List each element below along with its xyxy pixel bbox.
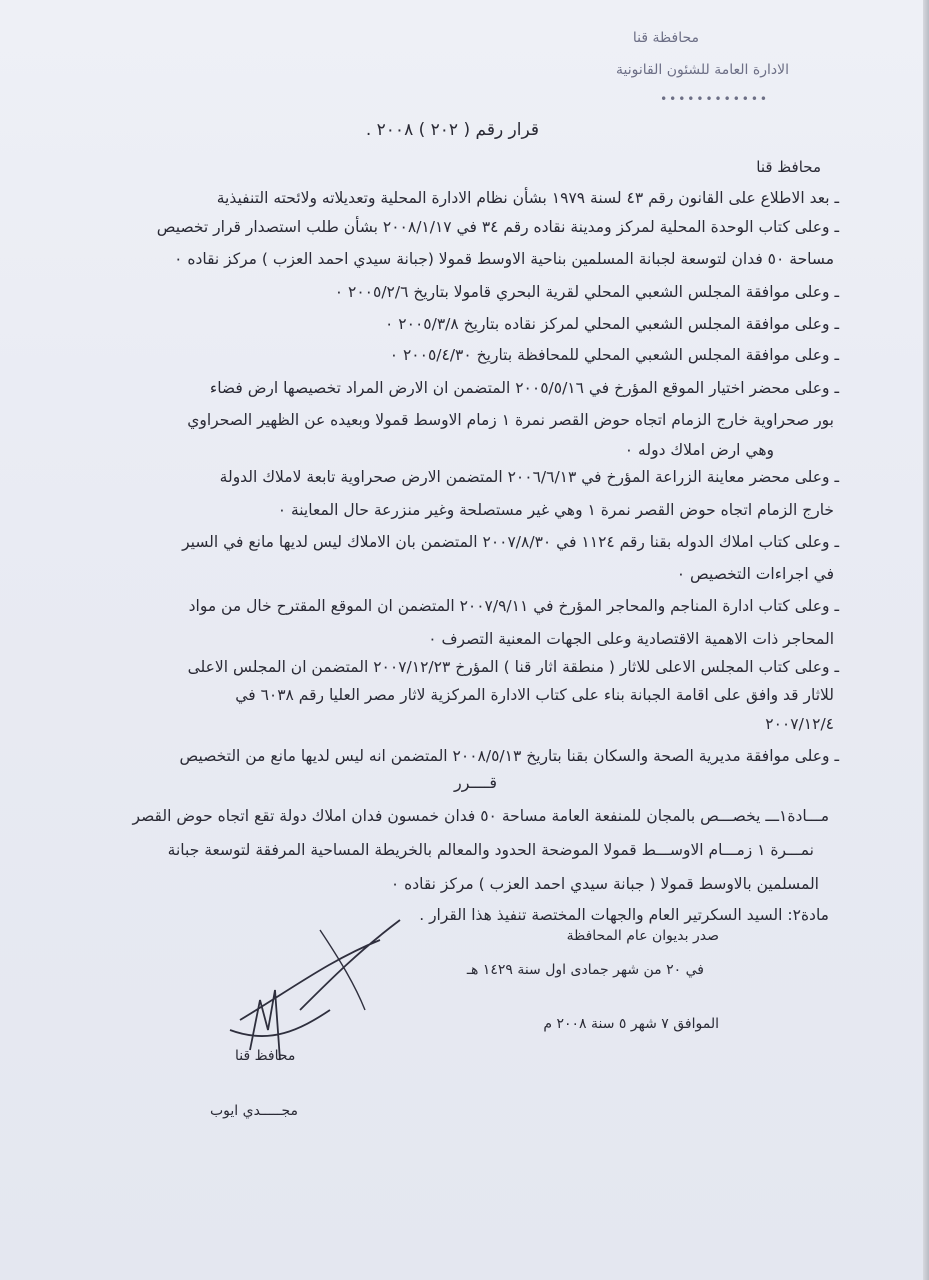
- preamble-line: المحاجر ذات الاهمية الاقتصادية وعلى الجهات المعنية التصرف ٠: [428, 630, 834, 648]
- addressee: محافظ قنا: [756, 158, 821, 176]
- signature-title: محافظ قنا: [235, 1048, 296, 1064]
- preamble-line: ـ وعلى موافقة المجلس الشعبي المحلي للمحافظة بتاريخ ٢٠٠٥/٤/٣٠ ٠: [389, 346, 839, 364]
- preamble-line: للاثار قد وافق على اقامة الجبانة بناء على كتاب الادارة المركزية لاثار مصر العليا رقم ٦٠٣٨ في: [235, 686, 834, 704]
- issued-line-3: الموافق ٧ شهر ٥ سنة ٢٠٠٨ م: [543, 1016, 719, 1032]
- issued-line-2: في ٢٠ من شهر جمادى اول سنة ١٤٢٩ هـ: [466, 962, 704, 978]
- preamble-line: خارج الزمام اتجاه حوض القصر نمرة ١ وهي غير مستصلحة وغير منزرعة حال المعاينة ٠: [277, 501, 834, 519]
- preamble-line: ـ وعلى كتاب المجلس الاعلى للاثار ( منطقة اثار قنا ) المؤرخ ٢٠٠٧/١٢/٢٣ المتضمن ان المجلس الاعلى: [187, 658, 839, 676]
- header-governorate: محافظة قنا: [632, 30, 699, 46]
- decision-title: قرار رقم ( ٢٠٢ ) ٢٠٠٨ .: [365, 120, 539, 140]
- signature-name: مجـــــدي ايوب: [210, 1103, 298, 1119]
- preamble-line: ـ بعد الاطلاع على القانون رقم ٤٣ لسنة ١٩٧٩ بشأن نظام الادارة المحلية وتعديلاته ولائحته التنفيذية: [216, 189, 839, 207]
- preamble-line: وهي ارض املاك دوله ٠: [624, 441, 774, 459]
- preamble-line: ٢٠٠٧/١٢/٤: [765, 715, 834, 733]
- preamble-line: بور صحراوية خارج الزمام اتجاه حوض القصر نمرة ١ زمام الاوسط قمولا وبعيده عن الظهير الصحراوي: [187, 411, 834, 429]
- header-department: الادارة العامة للشئون القانونية: [615, 62, 789, 78]
- preamble-line: مساحة ٥٠ فدان لتوسعة لجبانة المسلمين بناحية الاوسط قمولا (جبانة سيدي احمد العزب ) مركز نقاده ٠: [174, 250, 834, 268]
- article-line: مادة٢: السيد السكرتير العام والجهات المختصة تنفيذ هذا القرار .: [419, 906, 829, 924]
- preamble-line: ـ وعلى موافقة مديرية الصحة والسكان بقنا بتاريخ ٢٠٠٨/٥/١٣ المتضمن انه ليس لديها مانع من التخصيص: [179, 747, 839, 765]
- preamble-line: ـ وعلى كتاب ادارة المناجم والمحاجر المؤرخ في ٢٠٠٧/٩/١١ المتضمن ان الموقع المقترح خال من مواد: [188, 597, 839, 615]
- preamble-line: في اجراءات التخصيص ٠: [676, 565, 834, 583]
- article-line: مـــادة١ـــ يخصـــص بالمجان للمنفعة العامة مساحة ٥٠ فدان خمسون فدان املاك دولة تقع اتجاه حوض القصر: [132, 807, 829, 825]
- preamble-line: ـ وعلى محضر معاينة الزراعة المؤرخ في ٢٠٠٦/٦/١٣ المتضمن الارض صحراوية تابعة لاملاك الدولة: [219, 468, 839, 486]
- preamble-line: ـ وعلى كتاب الوحدة المحلية لمركز ومدينة نقاده رقم ٣٤ في ٢٠٠٨/١/١٧ بشأن طلب استصدار قرار تخصيص: [156, 218, 839, 236]
- article-line: المسلمين بالاوسط قمولا ( جبانة سيدي احمد العزب ) مركز نقاده ٠: [390, 875, 819, 893]
- decides-heading: قــــرر: [454, 773, 497, 792]
- preamble-line: ـ وعلى محضر اختيار الموقع المؤرخ في ٢٠٠٥/٥/١٦ المتضمن ان الارض المراد تخصيصها ارض فضاء: [209, 379, 839, 397]
- preamble-line: ـ وعلى كتاب املاك الدوله بقنا رقم ١١٢٤ في ٢٠٠٧/٨/٣٠ المتضمن بان الاملاك ليس لديها مانع في السير: [182, 533, 839, 551]
- header-divider: ••••••••••••: [660, 92, 769, 106]
- issued-line-1: صدر بديوان عام المحافظة: [566, 928, 719, 944]
- preamble-line: ـ وعلى موافقة المجلس الشعبي المحلي لمركز نقاده بتاريخ ٢٠٠٥/٣/٨ ٠: [385, 315, 839, 333]
- preamble-line: ـ وعلى موافقة المجلس الشعبي المحلي لقرية البحري قامولا بتاريخ ٢٠٠٥/٢/٦ ٠: [334, 283, 839, 301]
- article-line: نمـــرة ١ زمـــام الاوســـط قمولا الموضحة الحدود والمعالم بالخريطة المساحية المرفقة لتوسعة جبانة: [167, 841, 814, 859]
